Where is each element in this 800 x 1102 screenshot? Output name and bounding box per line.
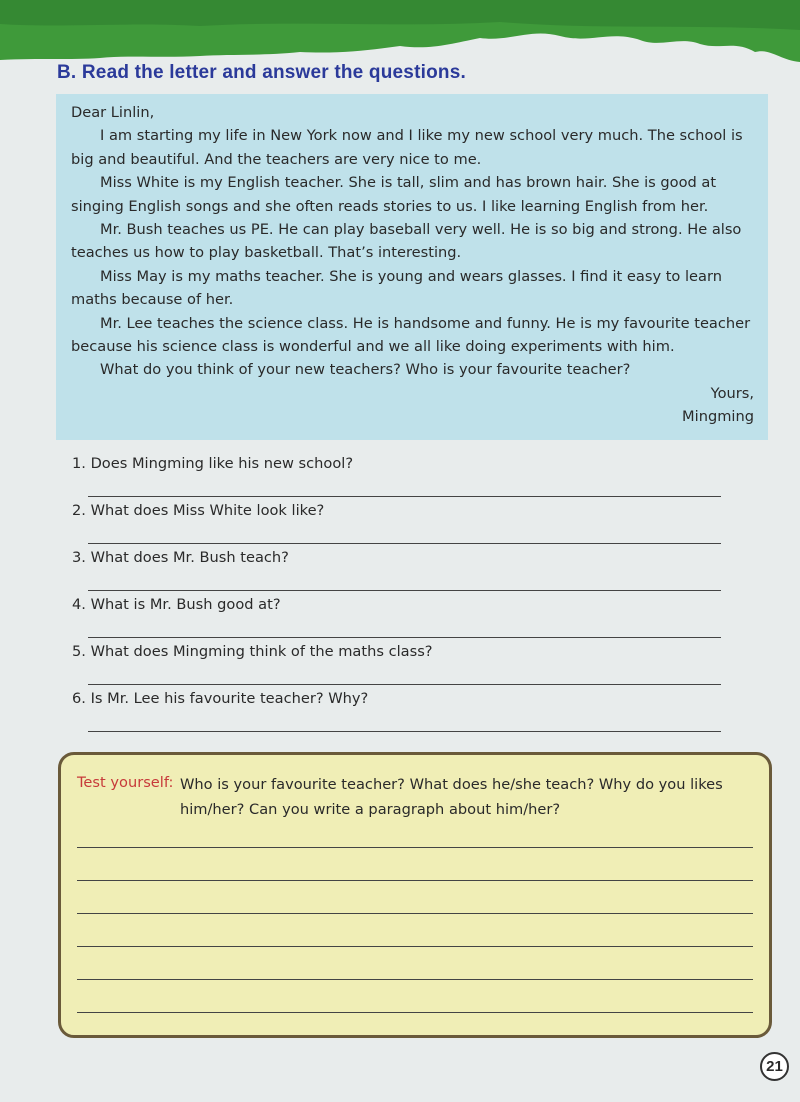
- answer-line[interactable]: [88, 543, 721, 544]
- letter-greeting: Dear Linlin,: [71, 104, 155, 121]
- answer-line[interactable]: [88, 590, 721, 591]
- letter-signature: Mingming: [682, 408, 754, 426]
- letter-closing: Yours,: [710, 384, 754, 402]
- page-number: 21: [760, 1052, 789, 1081]
- letter-paragraph: Mr. Bush teaches us PE. He can play baseball very well. He is so big and strong. He also teaches us how to play basketball. That’s interesting.: [71, 221, 742, 262]
- question-text: 6. Is Mr. Lee his favourite teacher? Why?: [72, 690, 369, 707]
- question-text: 5. What does Mingming think of the maths class?: [72, 643, 433, 660]
- answer-line[interactable]: [88, 731, 721, 732]
- letter-paragraph: Mr. Lee teaches the science class. He is handsome and funny. He is my favourite teacher because his science class is wonderful and we all like doing experiments with him.: [71, 314, 751, 356]
- question-item: [72, 546, 732, 593]
- writing-line[interactable]: [77, 880, 753, 881]
- answer-line[interactable]: [88, 637, 721, 638]
- letter-paragraph: What do you think of your new teachers? Who is your favourite teacher?: [100, 361, 631, 379]
- writing-line[interactable]: [77, 946, 753, 947]
- letter-paragraph: Miss White is my English teacher. She is tall, slim and has brown hair. She is good at singing English songs and she often reads stories to us. I like learning English from her.: [71, 174, 717, 215]
- question-item: [72, 499, 732, 546]
- writing-line[interactable]: [77, 1012, 753, 1013]
- answer-line[interactable]: [88, 684, 721, 685]
- writing-line[interactable]: [77, 847, 753, 848]
- question-list: [72, 452, 732, 734]
- test-yourself-prompt: Who is your favourite teacher? What does he/she teach? Why do you likes him/her? Can you write a paragraph about him/her?: [180, 776, 723, 818]
- question-text: 3. What does Mr. Bush teach?: [72, 549, 289, 566]
- test-yourself-label: Test yourself:: [77, 774, 174, 791]
- letter-box: [56, 94, 768, 440]
- answer-line[interactable]: [88, 496, 721, 497]
- question-item: [72, 593, 732, 640]
- writing-line[interactable]: [77, 913, 753, 914]
- test-yourself-box: [58, 752, 772, 1038]
- question-text: 1. Does Mingming like his new school?: [72, 455, 354, 472]
- question-item: [72, 640, 732, 687]
- letter-paragraph: I am starting my life in New York now and I like my new school very much. The school is big and beautiful. And the teachers are very nice to me.: [71, 127, 743, 168]
- writing-line[interactable]: [77, 979, 753, 980]
- question-item: [72, 452, 732, 499]
- question-item: [72, 687, 732, 734]
- letter-paragraph: Miss May is my maths teacher. She is young and wears glasses. I find it easy to learn maths because of her.: [71, 267, 722, 309]
- question-text: 4. What is Mr. Bush good at?: [72, 596, 281, 613]
- section-title: B. Read the letter and answer the questions.: [57, 62, 466, 83]
- question-text: 2. What does Miss White look like?: [72, 502, 325, 519]
